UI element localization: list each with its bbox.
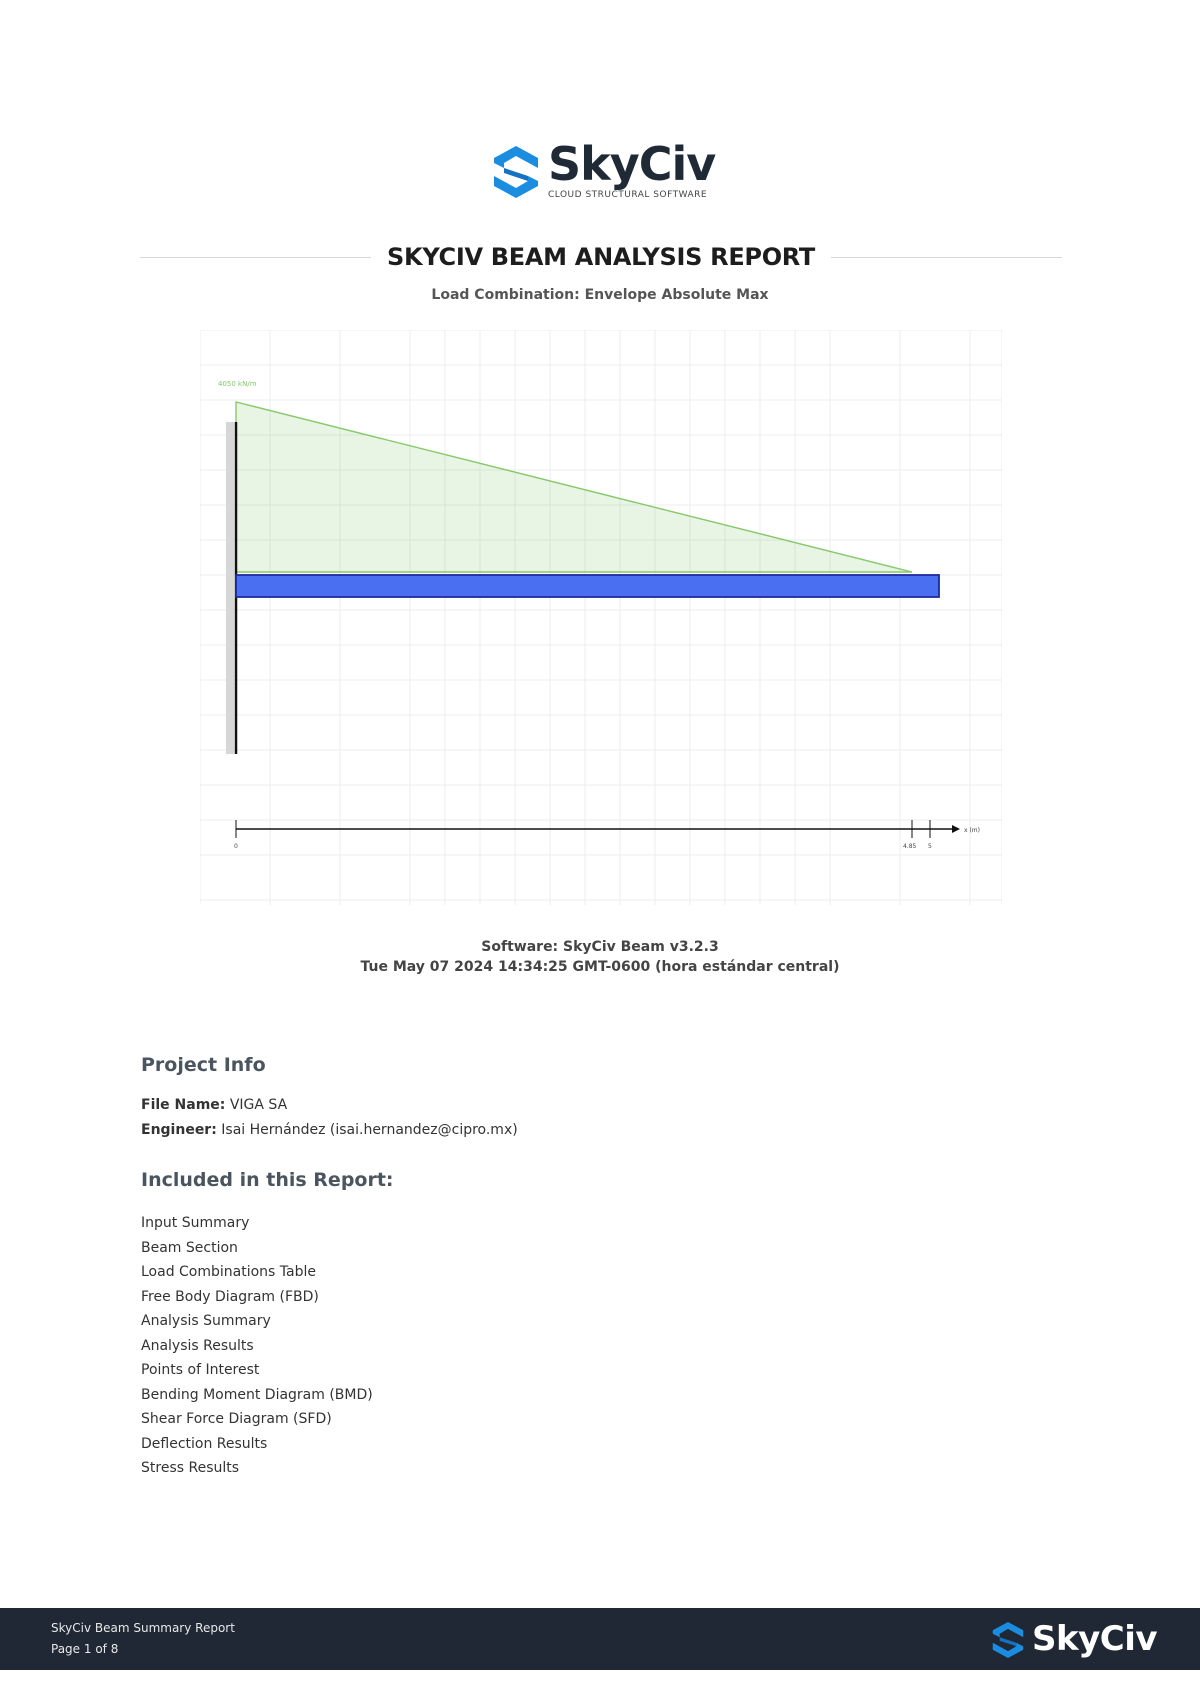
engineer-label: Engineer: [141, 1122, 217, 1138]
list-item: Free Body Diagram (FBD) [141, 1288, 319, 1305]
axis-label-end: 5 [928, 843, 932, 850]
file-name-row [141, 1097, 287, 1113]
page-footer [0, 1608, 1200, 1670]
generated-timestamp: Tue May 07 2024 14:34:25 GMT-0600 (hora estándar central) [360, 959, 840, 975]
footer-logo-icon [990, 1620, 1026, 1660]
software-version: Software: SkyCiv Beam v3.2.3 [481, 939, 719, 955]
footer-page-number: Page 1 of 8 [51, 1642, 119, 1656]
footer-report-name: SkyCiv Beam Summary Report [51, 1621, 235, 1635]
list-item: Input Summary [141, 1215, 250, 1231]
x-axis-arrow-icon [952, 825, 960, 833]
title-rule-right [831, 257, 1062, 258]
list-item: Points of Interest [141, 1362, 260, 1378]
list-item: Beam Section [141, 1239, 238, 1256]
report-title-row [140, 240, 1062, 274]
axis-name-label: x (m) [964, 827, 980, 834]
list-item: Analysis Results [141, 1337, 254, 1354]
list-item: Stress Results [141, 1460, 240, 1476]
skyciv-logo-icon [490, 144, 542, 200]
footer-logo [990, 1618, 1160, 1662]
footer-logo-wordmark: SkyCiv [1032, 1619, 1158, 1659]
included-list [141, 1211, 373, 1481]
engineer-row [141, 1122, 518, 1138]
report-title: SKYCIV BEAM ANALYSIS REPORT [387, 243, 815, 271]
included-heading: Included in this Report: [141, 1169, 394, 1191]
engineer-value: Isai Hernández (isai.hernandez@cipro.mx) [221, 1122, 518, 1138]
file-name-value: VIGA SA [229, 1097, 288, 1113]
list-item: Bending Moment Diagram (BMD) [141, 1386, 373, 1403]
list-item: Deflection Results [141, 1435, 268, 1452]
file-name-label: File Name: [141, 1097, 226, 1113]
axis-label-start: 0 [234, 843, 238, 850]
list-item: Shear Force Diagram (SFD) [141, 1411, 332, 1427]
beam-member [236, 575, 939, 597]
diagram-grid [200, 330, 1002, 905]
distributed-load [236, 402, 912, 572]
project-info-heading: Project Info [141, 1054, 266, 1076]
list-item: Load Combinations Table [141, 1264, 317, 1280]
load-combination-label: Load Combination: Envelope Absolute Max [431, 287, 769, 303]
skyciv-logo [490, 138, 720, 208]
logo-tagline: CLOUD STRUCTURAL SOFTWARE [548, 190, 708, 200]
list-item: Analysis Summary [141, 1313, 271, 1329]
logo-wordmark: SkyCiv [548, 137, 716, 191]
axis-label-mid: 4.85 [903, 843, 917, 850]
beam-diagram [200, 330, 1002, 905]
load-magnitude-label: 4050 kN/m [218, 380, 257, 388]
title-rule-left [140, 257, 371, 258]
fixed-support-shadow [226, 422, 234, 754]
